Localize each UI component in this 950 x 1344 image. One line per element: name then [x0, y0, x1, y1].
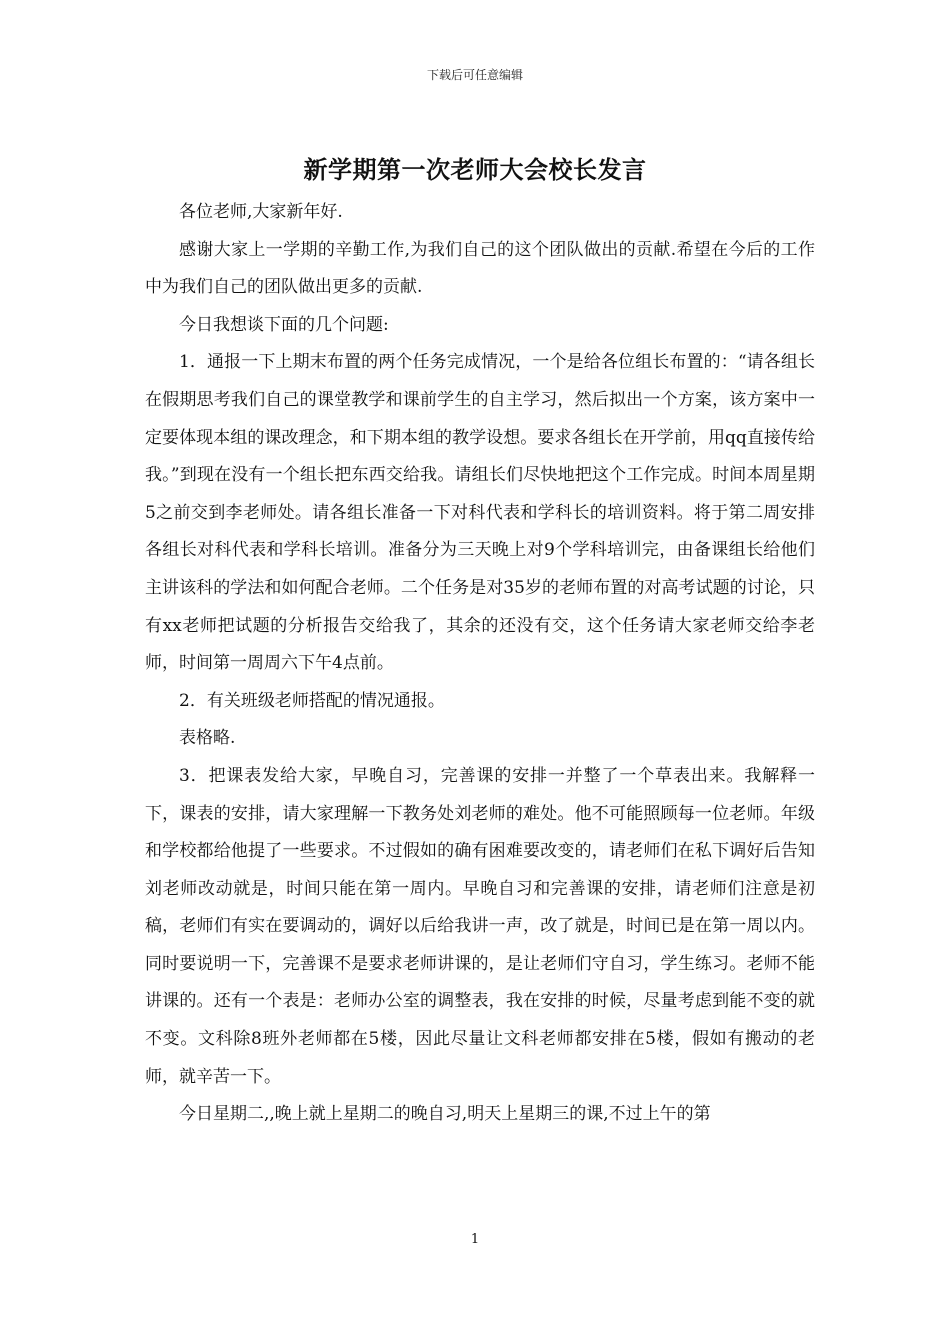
- document-title: 新学期第一次老师大会校长发言: [303, 155, 647, 184]
- paragraph-item-2: 2．有关班级老师搭配的情况通报。: [179, 690, 445, 711]
- document-body: [145, 194, 815, 1134]
- page-number: 1: [470, 1232, 480, 1247]
- paragraph-thanks: 感谢大家上一学期的辛勤工作,为我们自己的这个团队做出的贡献.希望在今后的工作中为我们自己的团队做出更多的贡献.: [145, 239, 815, 298]
- paragraph-greeting: 各位老师,大家新年好.: [179, 202, 343, 222]
- page-header-note: 下载后可任意编辑: [426, 68, 523, 82]
- paragraph-item-3: 3．把课表发给大家，早晚自习，完善课的安排一并整了一个草表出来。我解释一下，课表的安排，请大家理解一下教务处刘老师的难处。他不可能照顾每一位老师。年级和学校都给他提了一些要求。不过假如的确有困难要改变的，请老师们在私下调好后告知刘老师改动就是，时间只能在第一周内。早晚自习和完善课的安排，请老师们注意是初稿，老师们有实在要调动的，调好以后给我讲一声，改了就是，时间已是在第一周以内。同时要说明一下，完善课不是要求老师讲课的，是让老师们守自习，学生练习。老师不能讲课的。还有一个表是：老师办公室的调整表，我在安排的时候，尽量考虑到能不变的就不变。文科除8班外老师都在5楼，因此尽量让文科老师都安排在5楼，假如有搬动的老师，就辛苦一下。: [145, 765, 815, 1087]
- paragraph-today: 今日星期二,,晚上就上星期二的晚自习,明天上星期三的课,不过上午的第: [179, 1104, 711, 1125]
- paragraph-topics-intro: 今日我想谈下面的几个问题:: [179, 314, 389, 335]
- paragraph-item-1: 1．通报一下上期末布置的两个任务完成情况，一个是给各位组长布置的：“请各组长在假期思考我们自己的课堂教学和课前学生的自主学习，然后拟出一个方案，该方案中一定要体现本组的课改理念，和下期本组的教学设想。要求各组长在开学前，用qq直接传给我。”到现在没有一个组长把东西交给我。请组长们尽快地把这个工作完成。时间本周星期5之前交到李老师处。请各组长准备一下对科代表和学科长的培训资料。将于第二周安排各组长对科代表和学科长培训。准备分为三天晚上对9个学科培训完，由备课组长给他们主讲该科的学法和如何配合老师。二个任务是对35岁的老师布置的对高考试题的讨论，只有xx老师把试题的分析报告交给我了，其余的还没有交，这个任务请大家老师交给李老师，时间第一周周六下午4点前。: [145, 352, 815, 674]
- paragraph-table-omitted: 表格略.: [179, 728, 236, 749]
